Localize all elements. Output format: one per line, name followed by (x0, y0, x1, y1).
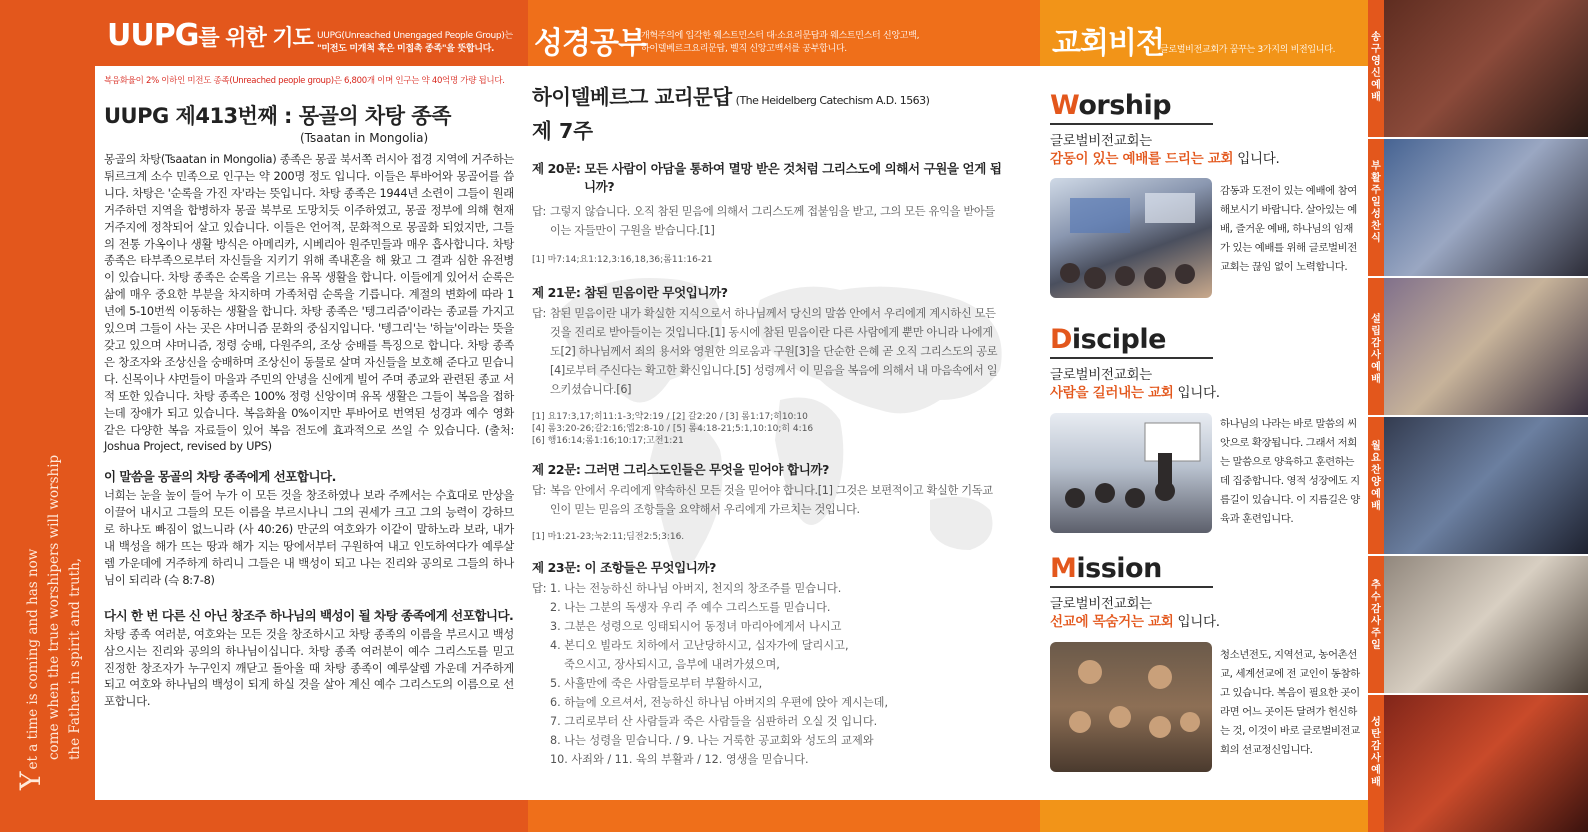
uupg-heading-2: 이 말씀을 몽골의 차탕 종족에게 선포합니다. (104, 469, 336, 485)
photo-tile-1 (1368, 0, 1588, 137)
catechism-week: 제 7주 (532, 119, 594, 143)
uupg-title: UUPG 제413번째 : 몽골의 차탕 종족 (104, 104, 451, 128)
photo-tile-5 (1368, 556, 1588, 693)
photo-label-4: 월 요 찬 양 예 배 (1371, 441, 1381, 512)
vision-mission (1050, 553, 1360, 631)
answer-20: 답: 그렇지 않습니다. 오직 참된 믿음에 의해서 그리스도께 접붙임을 받고, 그의 모든 유익을 받아들이는 자들만이 구원을 받습니다.[1] (532, 205, 995, 237)
photo-tile-3 (1368, 278, 1588, 415)
vision-disciple (1050, 324, 1360, 402)
uupg-header-sub: UUPG(Unreached Unengaged People Group)는 "미전도 미개척 혹은 미접촉 종족"을 뜻합니다. (317, 31, 513, 54)
disciple-heading: Disciple (1050, 324, 1166, 355)
verse-line-1: et a time is coming and has now (25, 548, 41, 770)
question-23: 제 23문: 이 조항들은 무엇입니까? (532, 560, 716, 575)
question-20: 제 20문: 모든 사람이 아담을 통하여 멸망 받은 것처럼 그리스도에 의해서 구원을 얻게 됩니까? (532, 161, 1002, 194)
mission-paragraph: 청소년전도, 지역선교, 농어촌선교, 세계선교에 전 교인이 동참하고 있습니다. 복음이 필요한 곳이라면 어느 곳이든 달려가 헌신하는 것, 이것이 바로 글로벌비전교회의 선교정신입니다. (1220, 649, 1360, 756)
question-21: 제 21문: 참된 믿음이란 무엇입니까? (532, 285, 728, 300)
photo-tile-2 (1368, 139, 1588, 276)
uupg-column (104, 66, 514, 710)
photo-tile-4 (1368, 417, 1588, 554)
answer-22: 답: 복음 안에서 우리에게 약속하신 모든 것을 믿어야 합니다.[1] 그것은 보편적이고 확실한 기독교인이 믿는 믿음의 조항들을 요약해서 우리에게 가르치는 것입니다. (532, 484, 993, 516)
disciple-photo (1050, 413, 1212, 533)
vision-header-title: 교회비전 (1052, 26, 1164, 61)
footer-bar-1 (95, 800, 528, 832)
ref-21: [1] 요17:3,17;히11:1-3;약2:19 / [2] 갈2:20 / [3] 롬1:17;히10:10 [4] 롬3:20-26;갈2:16;엡2:8-10 / [5] 롬4:18-21;5:1,10:10;히 4:16 [6] 행16:14;롬1:16;10:17;고전1:21 (532, 412, 814, 446)
photo-label-5: 추 수 감 사 주 일 (1371, 580, 1381, 651)
uupg-header (95, 0, 528, 66)
mission-photo (1050, 642, 1212, 772)
worship-paragraph: 감동과 도전이 있는 예배에 참여해보시기 바랍니다. 살아있는 예배, 즐거운 예배, 하나님의 임재가 있는 예배를 위해 글로벌비전교회는 끊임 없이 노력합니다. (1220, 185, 1357, 273)
answer-21: 답: 참된 믿음이란 내가 확실한 지식으로서 하나님께서 당신의 말씀 안에서 우리에게 계시하신 모든 것을 진리로 받아들이는 것입니다.[1] 동시에 참된 믿음이란 다른 사람에게 뿐만 아니라 나에게도[2] 하나님께서 죄의 용서와 영원한 의로움과 구원[3]을 단순한 은혜 곧 오직 그리스도의 공로[4]로부터 주신다는 확고한 확신입니다.[5] 성령께서 이 믿음을 복음에 의해서 내 마음속에서 일으키셨습니다.[6] (532, 307, 998, 396)
disciple-paragraph: 하나님의 나라는 바로 말씀의 씨앗으로 확장됩니다. 그래서 저희는 말씀으로 양육하고 훈련하는데 집중합니다. 영적 성장에도 지름길이 있습니다. 이 지름길은 양육과 훈련입니다. (1220, 418, 1360, 525)
uupg-body-2: 너희는 눈을 높이 들어 누가 이 모든 것을 창조하였나 보라 주께서는 수효대로 만상을 이끌어 내시고 그들의 모든 이름을 부르시나니 그의 권세가 크고 그의 능력이 강하므로 하나도 빠짐이 없느니라 (사 40:26) 만군의 여호와가 이같이 말하노라 보라, 내가 내 백성을 해가 뜨는 땅과 해가 지는 땅에서부터 구원하여 내고 인도하여다가 예루살렘 가운데에 거주하게 하리니 그들은 내 백성이 되고 나는 진리와 공의로 그들의 하나님이 되리라 (슥 8:7-8) (104, 488, 514, 587)
bible-header-title: 성경공부 (534, 26, 646, 61)
uupg-notice: 복음화율이 2% 이하인 미전도 종족(Unreached people group)은 6,800개 이며 인구는 약 40억명 가량 됩니다. (104, 76, 505, 86)
verse-line-2: come when the true worshipers will worship (46, 454, 62, 760)
uupg-body-3: 차탕 종족 여러분, 여호와는 모든 것을 창조하시고 차탕 종족의 이름을 부르시고 백성 삼으시는 진리와 공의의 하나님이십니다. 차탕 종족 여러분이 예수 그리스도를 믿고 진정한 창조자가 누구인지 깨닫고 돌아올 때 차탕 종족이 예루살렘 가운데 거주하게 되고 여호와 하나님의 백성이 되게 하실 것을 살아 계신 예수 그리스도의 이름으로 선포합니다. (104, 626, 514, 709)
worship-photo (1050, 178, 1212, 298)
vision-header-sub: 글로벌비전교회가 꿈꾸는 3가지의 비전입니다. (1160, 45, 1336, 55)
worship-desc: 글로벌비전교회는 감동이 있는 예배를 드리는 교회 입니다. (1050, 133, 1280, 167)
mission-heading: Mission (1050, 553, 1162, 584)
ref-20: [1] 마7:14;요1:12,3:16,18,36;롬11:16-21 (532, 255, 713, 265)
footer-bar-3 (1040, 800, 1368, 832)
photo-label-1: 송 구 영 신 예 배 (1371, 32, 1381, 103)
uupg-heading-3: 다시 한 번 다른 신 아닌 창조주 하나님의 백성이 될 차탕 종족에게 선포합니다. (104, 607, 514, 623)
uupg-body: 몽골의 차탕(Tsaatan in Mongolia) 종족은 몽골 북서쪽 러시아 접경 지역에 거주하는 튀르크계 소수 민족으로 인구는 약 200명 정도 입니다. 이들은 투바어와 몽골어를 씁니다. 차탕은 '순록을 가진 자'라는 뜻입니다. 차탕 종족은 1944년 소련이 그들이 원래 거주하던 지역을 합병하자 몽골 북부로 도망치듯 이주하였고, 몽골 정부에 의해 현재 거주지에 정착되어 살고 있습니다. 이들은 언어적, 문화적으로 몽골화 되었지만, 그들의 전통 가옥이나 생활 방식은 아메리카, 시베리아 원주민들과 매우 흡사합니다. 차탕 종족은 타부족으로부터 자신들을 지키기 위해 족내혼을 해 왔고 그 결과 심한 유전병이 있습니다. 차탕 종족은 순록을 기르는 유목 생활을 합니다. 이들에게 있어서 순록은 삶에 매우 중요한 부분을 차지하며 가족처럼 순록을 기릅니다. 계절의 변화에 따라 1년에 5-10번씩 이동하는 생활을 합니다. 차탕 종족은 '텡그리즘'이라는 종교를 가지고 있으며 그들이 사는 곳은 샤머니즘 문화의 중심지입니다. '텡그리'는 '하늘'이라는 뜻을 갖고 있으며 샤머니즘, 정령 숭배, 다원주의, 조상 숭배를 특징으로 합니다. 차탕 종족은 창조자와 조상신을 숭배하며 조상신이 동물로 살며 자신들을 보호해 준다고 믿습니다. 신목이나 샤먼들이 마을과 주민의 안녕을 신에게 빌어 주며 종교와 관련된 종교 서적 또한 있습니다. 차탕 종족은 100% 정령 신앙이며 유목 생활은 그들이 복음을 접하는데 장애가 되고 있습니다. 복음화율 0%이지만 투바어로 번역된 성경과 예수 영화 같은 다양한 복음 자료들이 있어 복음 전도에 효과적으로 쓰일 수 있습니다. (출처: Joshua Project, revised by UPS) (104, 152, 514, 454)
vision-header (1040, 0, 1368, 66)
question-22: 제 22문: 그러면 그리스도인들은 무엇을 믿어야 합니까? (532, 462, 829, 477)
worship-divider (1050, 123, 1213, 125)
left-verse-strip (0, 0, 95, 832)
mission-divider (1050, 586, 1213, 588)
uupg-header-title: UUPG를 위한 기도 (107, 18, 313, 53)
answer-23-list: 답: 1. 나는 전능하신 하나님 아버지, 천지의 창조주를 믿습니다. 2. 나는 그분의 독생자 우리 주 예수 그리스도를 믿습니다. 3. 그분은 성령으로 잉태되시어 동정녀 마리아에게서 나시고 4. 본디오 빌라도 치하에서 고난당하시고, 십자가에 달리시고, 죽으시고, 장사되시고, 음부에 내려가셨으며, 5. 사흘만에 죽은 사람들로부터 부활하시고, 6. 하늘에 오르셔서, 전능하신 하나님 아버지의 우편에 앉아 계시는데, 7. 그리로부터 산 사람들과 죽은 사람들을 심판하러 오실 것 입니다. 8. 나는 성령을 믿습니다. / 9. 나는 거룩한 공교회와 성도의 교제와 10. 사죄와 / 11. 육의 부활과 / 12. 영생을 믿습니다. (532, 582, 889, 766)
bible-header (528, 0, 1040, 66)
worship-heading: Worship (1050, 90, 1172, 121)
photo-label-3: 설 립 감 사 예 배 (1371, 314, 1381, 385)
photo-tile-6 (1368, 695, 1588, 832)
disciple-desc: 글로벌비전교회는 사람을 길러내는 교회 입니다. (1050, 367, 1220, 401)
mission-desc: 글로벌비전교회는 선교에 목숨거는 교회 입니다. (1050, 596, 1220, 630)
photo-label-6: 성 탄 감 사 예 배 (1371, 717, 1381, 788)
photo-strip (1368, 0, 1588, 832)
bible-header-sub: 개혁주의에 입각한 웨스트민스터 대·소요리문답과 웨스트민스터 신앙고백, 하이델베르크요리문답, 벨직 신앙고백서를 공부합니다. (641, 31, 920, 54)
catechism-title: 하이델베르그 교리문답 (The Heidelberg Catechism A.D. 1563) (532, 85, 930, 109)
vision-worship (1050, 90, 1360, 168)
bible-column (532, 66, 1002, 769)
ref-22: [1] 마1:21-23;눅2:11;딤전2:5;3:16. (532, 532, 685, 542)
photo-label-2: 부 활 주 일 성 찬 식 (1371, 161, 1381, 244)
disciple-divider (1050, 357, 1213, 359)
footer-bar-2 (528, 800, 1040, 832)
vertical-verse (14, 40, 95, 790)
uupg-subtitle: (Tsaatan in Mongolia) (300, 131, 429, 145)
verse-line-3: the Father in spirit and truth, (67, 557, 83, 760)
verse-first-letter: Y (14, 771, 47, 790)
